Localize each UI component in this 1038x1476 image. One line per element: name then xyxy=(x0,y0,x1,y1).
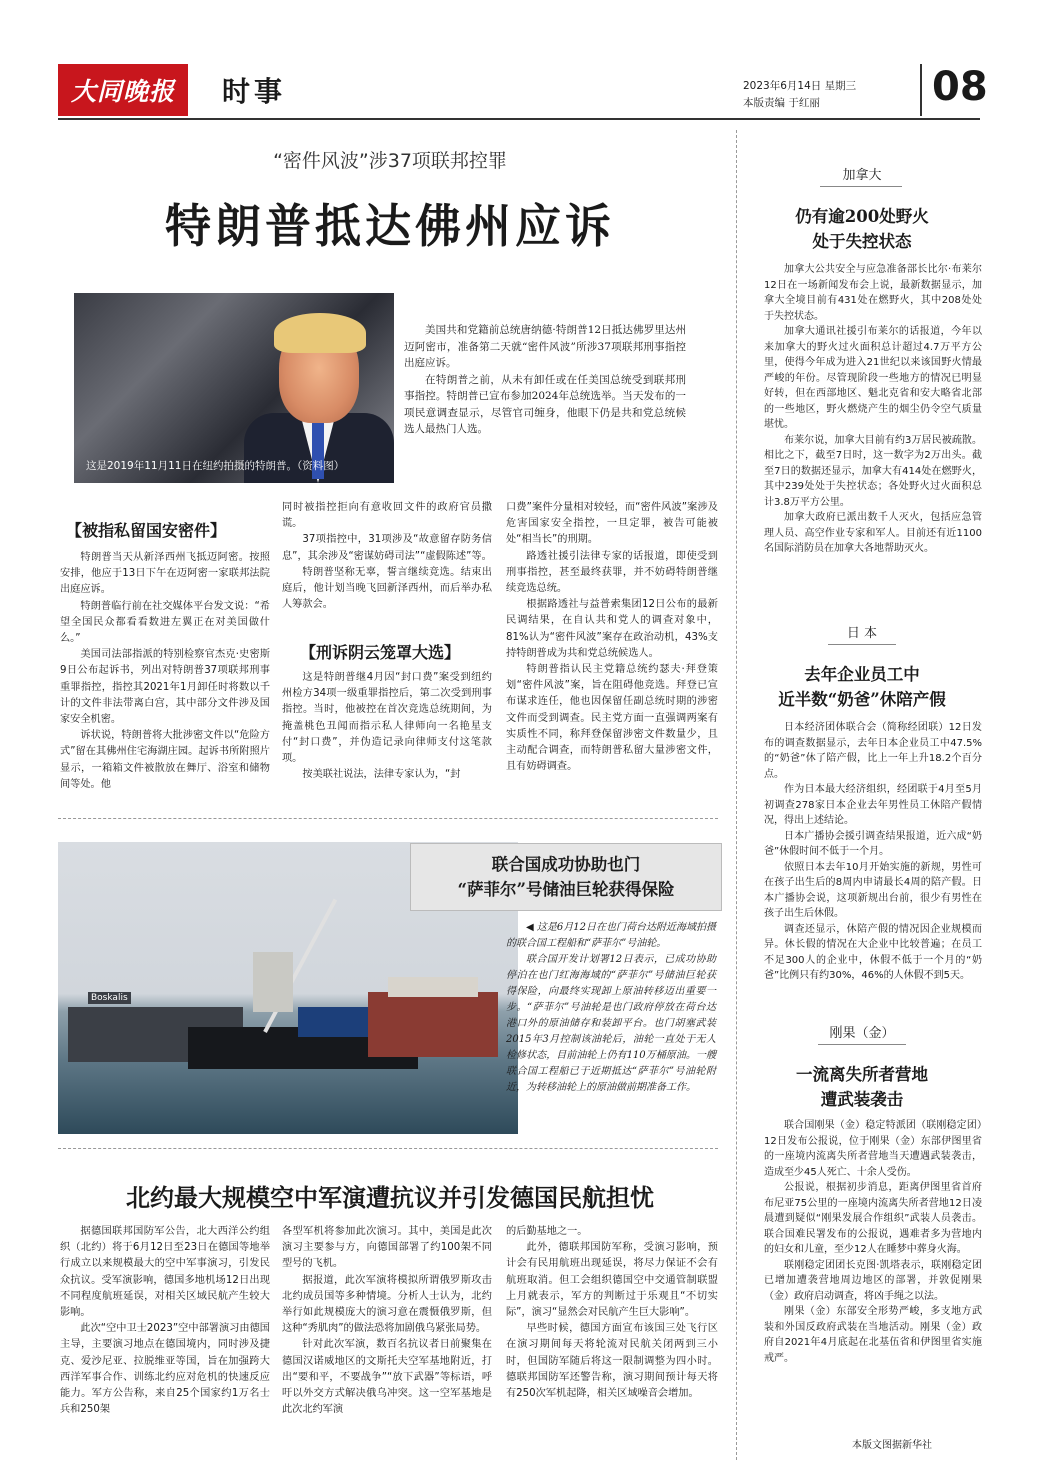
congo-tag: 刚果（金） xyxy=(829,1026,895,1041)
article-paragraph: 依照日本去年10月开始实施的新规，男性可在孩子出生后的8周内申请最长4周的陪产假。日本广播协会说，这项新规出台前，很少有男性在孩子出生后休假。 xyxy=(764,861,982,919)
lead-kicker: “密件风波”涉37项联邦控罪 xyxy=(273,150,507,172)
page-number: 08 xyxy=(932,64,988,110)
congo-title-line-1: 一流离失所者营地 xyxy=(796,1065,928,1084)
article-paragraph: 联合国开发计划署12日表示，已成功协助停泊在也门红海海域的“萨菲尔”号储油巨轮获得保险，向最终实现卸上原油转移迈出重要一步。“萨菲尔”号油轮是也门政府停放在荷台达港口外的原油储存和装卸平台。也门胡塞武装2015年3月控制该油轮后，油轮一直处于无人检修状态，目前油轮上仍有110万桶原油。一艘联合国工程船已于近期抵达“萨菲尔”号油轮附近，为转移油轮上的原油做前期准备工作。 xyxy=(506,954,716,1093)
japan-title-line-2: 近半数“奶爸”休陪产假 xyxy=(778,690,946,709)
article-paragraph: 针对此次军演，数百名抗议者日前聚集在德国汉诺威地区的文斯托夫空军基地附近，打出“要和平，不要战争”“放下武器”等标语，呼吁以外交方式解决俄乌冲突。这一空军基地是此次北约军演 xyxy=(282,1339,492,1416)
lead-headline: 特朗普抵达佛州应诉 xyxy=(165,199,615,253)
section-title: 时事 xyxy=(222,75,287,108)
article-paragraph: 联刚稳定团团长克图·凯塔表示，联刚稳定团已增加遭袭营地周边地区的部署，并敦促刚果（金）政府启动调查，将凶手绳之以法。 xyxy=(764,1259,982,1302)
japan-title xyxy=(742,662,982,712)
nato-column-1 xyxy=(60,1224,270,1418)
japan-tag: 日 本 xyxy=(846,626,878,641)
article-paragraph: 日本广播协会援引调查结果报道，近六成“奶爸”休假时间不低于一个月。 xyxy=(764,830,982,857)
newspaper-logo xyxy=(58,64,188,116)
congo-title-line-2: 遭武装袭击 xyxy=(820,1090,904,1109)
article-paragraph: 特朗普临行前在社交媒体平台发文说：“希望全国民众都看看数进左翼正在对美国做什么。” xyxy=(60,600,270,645)
photo-crane-tower xyxy=(253,952,293,1012)
photo-tanker-hull xyxy=(368,992,498,1057)
canada-title xyxy=(742,204,982,254)
article-paragraph: 据报道，此次军演将模拟所谓俄罗斯攻击北约成员国等多种情境。分析人士认为，北约举行如此规模庞大的演习意在震慑俄罗斯，但这种“秀肌肉”的做法恐将加剧俄乌紧张局势。 xyxy=(282,1274,492,1335)
page-editor: 本版责编 于红丽 xyxy=(743,97,820,109)
article-paragraph: 各型军机将参加此次演习。其中，美国是此次演习主要参与方，向德国部署了约100架不同型号的飞机。 xyxy=(282,1226,492,1270)
article-paragraph: 这是特朗普继4月因“封口费”案受到纽约州检方34项一级重罪指控后，第二次受到刑事指控。当时，他被控在首次竞选总统期间，为掩盖桃色丑闻而指示私人律师向一名艳星支付“封口费”，并伪造记录向律师支付这笔款项。 xyxy=(282,672,492,765)
masthead-rule xyxy=(58,118,980,120)
yemen-title-line-2: “萨菲尔”号储油巨轮获得保险 xyxy=(457,880,675,899)
page-number-divider xyxy=(920,64,922,116)
trump-photo xyxy=(74,293,394,483)
yemen-body xyxy=(506,920,716,1096)
article-paragraph: 特朗普指认民主党籍总统约瑟夫·拜登策划“密件风波”案，旨在阻碍他竞选。拜登已宣布谋求连任，他也因保留任副总统时期的涉密文件而受到调查。民主党方面一直强调两案有实质性不同，称拜登保留涉密文件数量少，且主动配合调查，而特朗普私留大量涉密文件，且有妨碍调查。 xyxy=(506,664,718,773)
yemen-title-box xyxy=(410,843,722,911)
article-paragraph: 按美联社说法，法律专家认为，“封 xyxy=(302,769,461,781)
photo-boat-label: Boskalis xyxy=(88,992,131,1004)
article-paragraph: 布莱尔说，加拿大目前有约3万居民被疏散。相比之下，截至7日时，这一数字为2万出头。截至7日的数据还显示，加拿大有414处在燃野火，其中239处处于失控状态；各处野火过火面积总计3.8万平方公里。 xyxy=(764,434,982,508)
article-paragraph: 作为日本最大经济组织，经团联于4月至5月初调查278家日本企业去年男性员工休陪产假情况，得出上述结论。 xyxy=(764,784,982,826)
article-paragraph: ◀ 这是6月12日在也门荷台达附近海域拍摄的联合国工程船和“萨菲尔”号油轮。 xyxy=(506,922,716,949)
article-paragraph: 路透社援引法律专家的话报道，即使受到刑事指控，甚至最终获罪，并不妨碍特朗普继续竞选总统。 xyxy=(506,550,718,595)
article-paragraph: 特朗普坚称无辜，誓言继续竞选。结束出庭后，他计划当晚飞回新泽西州，而后举办私人筹款会。 xyxy=(282,566,492,611)
article-paragraph: 的后勤基地之一。 xyxy=(506,1226,588,1237)
congo-body xyxy=(764,1118,982,1366)
article-paragraph: 此外，德联邦国防军称，受演习影响，预计会有民用航班出现延误，将尽力保证不会有航班取消。但工会组织德国空中交通管制联盟上月就表示，军方的判断过于乐观且“不切实际”，演习“显然会对民航产生巨大影响”。 xyxy=(506,1242,718,1319)
canada-body xyxy=(764,262,982,557)
article-paragraph: 加拿大公共安全与应急准备部长比尔·布莱尔12日在一场新闻发布会上说，最新数据显示，加拿大全境目前有431处在燃野火，其中208处处于失控状态。 xyxy=(764,264,982,322)
japan-title-line-1: 去年企业员工中 xyxy=(804,665,920,684)
article-paragraph: 特朗普当天从新泽西州飞抵迈阿密。按照安排，他应于13日下午在迈阿密一家联邦法院出庭应诉。 xyxy=(60,552,270,596)
article-paragraph: 调查还显示，休陪产假的情况因企业规模而异。休长假的情况在大企业中比较普遍；在员工不足300人的企业中，休假不低于一个月的“奶爸”比例只有约30%，46%的人休假不到5天。 xyxy=(764,923,982,981)
article-paragraph: 日本经济团体联合会（简称经团联）12日发布的调查数据显示，去年日本企业员工中47.5%的“奶爸”休了陪产假，比上一年上升18.2个百分点。 xyxy=(764,722,982,780)
article-paragraph: 公报说，根据初步消息，距离伊图里省首府布尼亚75公里的一座境内流离失所者营地12日凌晨遭到疑似“刚果发展合作组织”武装人员袭击。联合国难民署发布的公报说，遇难者多为营地内的妇女和儿童，至少12人在睡梦中葬身火海。 xyxy=(764,1182,982,1255)
section-divider xyxy=(58,1148,718,1149)
trump-photo-caption: 这是2019年11月11日在纽约拍摄的特朗普。（资料图） xyxy=(86,460,345,472)
logo-text: 大同晚报 xyxy=(70,77,175,106)
article-paragraph: 早些时候，德国方面宣布该国三处飞行区在演习期间每天将轮流对民航关闭两到三小时，但国防军随后将这一限制调整为四小时。德联邦国防军还警告称，演习期间预计每天将有250次军机起降，相关区域噪音会增加。 xyxy=(506,1323,718,1400)
photo-hair-shape xyxy=(274,313,366,353)
article-paragraph: 加拿大政府已派出数千人灭火，包括应急管理人员、高空作业专家和军人。目前还有近1100名国际消防员在加拿大各地帮助灭火。 xyxy=(764,512,982,554)
article-paragraph: 同时被指控拒向有意收回文件的政府官员撒谎。 xyxy=(282,502,492,530)
source-credit: 本版文图据新华社 xyxy=(852,1440,932,1451)
article-paragraph: 此次“空中卫士2023”空中部署演习由德国主导，主要演习地点在德国境内，同时涉及捷克、爱沙尼亚、拉脱维亚等国，旨在加强跨大西洋军事合作、训练北约应对危机的快速反应能力。军方公告称，来自25个国家约1万名士兵和250架 xyxy=(60,1323,270,1416)
lead-intro-paragraph: 美国共和党籍前总统唐纳德·特朗普12日抵达佛罗里达州迈阿密市，准备第二天就“密件风波”所涉37项联邦刑事指控出庭应诉。 xyxy=(404,324,686,369)
article-paragraph: 美国司法部指派的特别检察官杰克·史密斯9日公布起诉书，列出对特朗普37项联邦刑事重罪指控，指控其2021年1月卸任时将数以千计的文件非法带离白宫，其中部分文件涉及国家安全机密。 xyxy=(60,649,270,726)
yemen-title-line-1: 联合国成功协助也门 xyxy=(491,855,641,874)
lead-column-1 xyxy=(60,550,270,793)
article-paragraph: 联合国刚果（金）稳定特派团（联刚稳定团）12日发布公报说，位于刚果（金）东部伊图里省的一座境内流离失所者营地当天遭遇武装袭击，造成至少45人死亡、十余人受伤。 xyxy=(764,1120,982,1178)
japan-body xyxy=(764,720,982,984)
article-paragraph: 刚果（金）东部安全形势严峻，多支地方武装和外国反政府武装在当地活动。刚果（金）政府自2021年4月底起在北基伍省和伊图里省实施戒严。 xyxy=(764,1306,982,1364)
lead-subhead-1: 【被指私留国安密件】 xyxy=(66,521,227,540)
section-divider xyxy=(58,818,718,819)
nato-column-2 xyxy=(282,1224,492,1418)
article-paragraph: 根据路透社与益普索集团12日公布的最新民调结果，在自认共和党人的调查对象中，81%认为“密件风波”案存在政治动机，43%支持特朗普成为共和党总统候选人。 xyxy=(506,599,718,659)
article-paragraph: 诉状说，特朗普将大批涉密文件以“危险方式”留在其佛州住宅海湖庄园。起诉书所附照片显示，一箱箱文件被散放在舞厅、浴室和储物间等处。他 xyxy=(60,730,270,790)
article-paragraph: 口费”案件分量相对较轻，而“密件风波”案涉及危害国家安全指控，一旦定罪，被告可能被处“相当长”的刑期。 xyxy=(506,502,718,546)
lead-column-3 xyxy=(506,500,718,775)
tag-underline xyxy=(818,1044,906,1045)
issue-date-block xyxy=(743,78,856,112)
article-paragraph: 据德国联邦国防军公告，北大西洋公约组织（北约）将于6月12日至23日在德国等地举行成立以来规模最大的空中军事演习，引发民众抗议。受军演影响，德国多地机场12日出现不同程度航班延误，对相关区域民航产生较大影响。 xyxy=(60,1226,270,1319)
tag-underline xyxy=(828,644,896,645)
nato-column-3 xyxy=(506,1224,718,1402)
canada-title-line-2: 处于失控状态 xyxy=(812,232,912,251)
photo-tanker-deck xyxy=(388,977,478,997)
lead-intro xyxy=(404,322,686,438)
article-paragraph: 37项指控中，31项涉及“故意留存防务信息”，其余涉及“密谋妨碍司法”“虚假陈述”等。 xyxy=(282,534,492,562)
lead-intro-paragraph: 在特朗普之前，从未有卸任或在任美国总统受到联邦刑事指控。特朗普已宣布参加2024年总统选举。当天发布的一项民意调查显示，尽管官司缠身，他眼下仍是共和党总统候选人最热门人选。 xyxy=(404,373,686,435)
lead-column-2b xyxy=(282,670,492,783)
canada-title-line-1: 仍有逾200处野火 xyxy=(795,207,929,226)
issue-date: 2023年6月14日 星期三 xyxy=(743,80,857,92)
lead-column-2a xyxy=(282,500,492,613)
canada-tag: 加拿大 xyxy=(842,168,882,183)
congo-title xyxy=(742,1062,982,1112)
article-paragraph: 加拿大通讯社援引布莱尔的话报道，今年以来加拿大的野火过火面积总计超过4.7万平方公里，使得今年成为进入21世纪以来该国野火情最严峻的年份。尽管现阶段一些地方的情况已明显好转，但在西部地区、魁北克省和安大略省北部的一些地区，野火燃烧产生的烟尘仍令空气质量堪忧。 xyxy=(764,326,982,430)
tag-underline xyxy=(820,186,902,187)
lead-subhead-2: 【刑诉阴云笼罩大选】 xyxy=(300,643,461,662)
nato-headline: 北约最大规模空中军演遭抗议并引发德国民航担忧 xyxy=(126,1183,654,1212)
sidebar-divider xyxy=(736,130,737,1460)
